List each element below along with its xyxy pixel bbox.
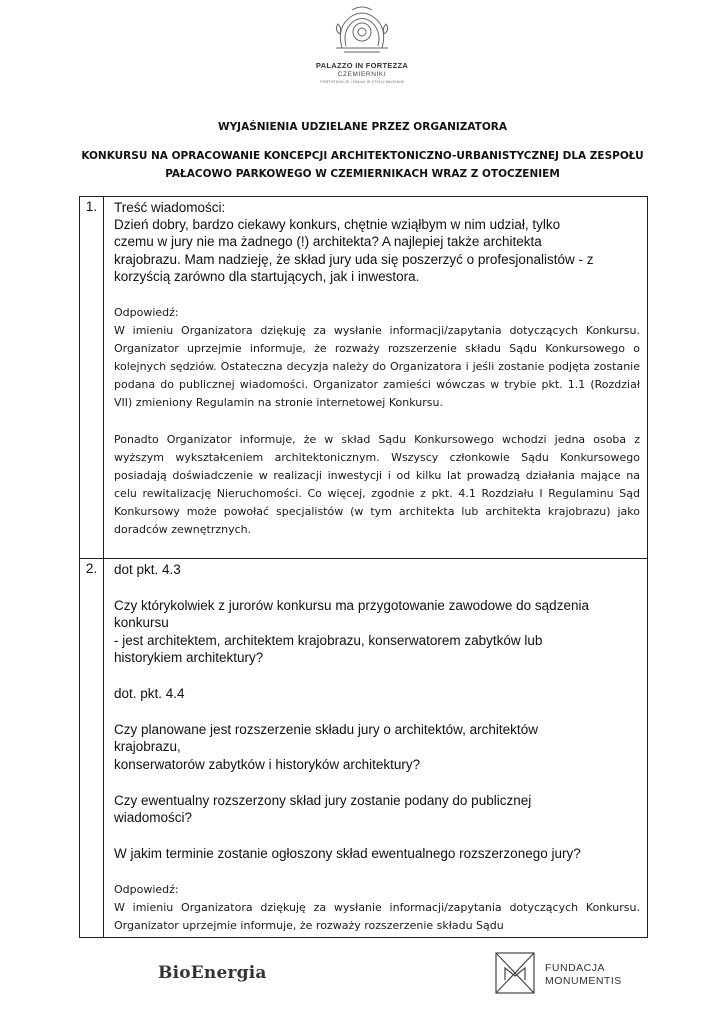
question-label: Treść wiadomości:	[114, 200, 226, 215]
answer-label: Odpowiedź:	[114, 883, 179, 897]
question-reference: dot pkt. 4.3	[114, 562, 181, 577]
question-line: - jest architektem, architektem krajobrazu, konserwatorem zabytków lub	[114, 632, 543, 648]
table-row	[80, 197, 648, 559]
question-line: konserwatorów zabytków i historyków architektury?	[114, 756, 421, 772]
question-line: Czy którykolwiek z jurorów konkursu ma przygotowanie zawodowe do sądzenia	[114, 598, 589, 614]
question-line: krajobrazu,	[114, 739, 181, 755]
answer-label: Odpowiedź:	[114, 306, 179, 320]
logo-subtitle: CZEMIERNIKI	[337, 71, 387, 78]
question-line: Dzień dobry, bardzo ciekawy konkurs, chętnie wziąłbym w nim udział, tylko	[114, 217, 561, 233]
bioenergia-logo: BioEnergia	[158, 963, 267, 983]
palace-emblem-icon	[322, 4, 402, 60]
qa-cell	[104, 197, 648, 559]
table-row	[80, 559, 648, 938]
question-line: historykiem architektury?	[114, 649, 264, 665]
qa-cell	[104, 559, 648, 938]
row-number: 2.	[80, 559, 104, 938]
competition-title-line2: PAŁACOWO PARKOWEGO W CZEMIERNIKACH WRAZ Z OTOCZENIEM	[165, 168, 560, 180]
answer-paragraph: W imieniu Organizatora dziękuję za wysłanie informacji/zapytania dotyczących Konkursu. Organizator uprzejmie informuje, że rozważy rozszerzenie składu Sądu Konkursowego o kolejnych sędziów. Ostateczna decyzja należy do Organizatora i jeśli zostanie podjęta zostanie podana do publicznej wiadomości. Organizator zamieści wówczas w trybie pkt. 1.1 (Rozdział VII) zmieniony Regulamin na stronie internetowej Konkursu.	[114, 324, 640, 410]
fundacja-line1: FUNDACJA	[545, 962, 606, 974]
answer-paragraph: W imieniu Organizatora dziękuję za wysłanie informacji/zapytania dotyczących Konkursu. Organizator uprzejmie informuje, że rozważy rozszerzenie składu Sądu	[114, 901, 640, 933]
question-line: krajobrazu. Mam nadzieję, że skład jury uda się poszerzyć o profesjonalistów - z	[114, 251, 594, 267]
fundacja-monumentis-icon	[493, 950, 537, 996]
logo-tagline: FORTYFIKACJE I PAŁAC W STYLU WŁOSKIM	[320, 80, 404, 84]
question-line: Czy ewentualny rozszerzony skład jury zostanie podany do publicznej	[114, 792, 532, 808]
answer-paragraph: Ponadto Organizator informuje, że w skład Sądu Konkursowego wchodzi jedna osoba z wyższym wykształceniem architektonicznym. Wszyscy członkowie Sądu Konkursowego posiadają doświadczenie w realizacji inwestycji i od kilku lat prowadzą działania mające na celu rewitalizację Nieruchomości. Co więcej, zgodnie z pkt. 4.1 Rozdziału I Regulaminu Sąd Konkursowy może powołać specjalistów (w tym architekta lub architekta krajobrazu) jako doradców zewnętrznych.	[114, 433, 640, 537]
question-line: Czy planowane jest rozszerzenie składu jury o architektów, architektów	[114, 722, 538, 738]
logo-title: PALAZZO IN FORTEZZA	[315, 61, 409, 70]
question-line: czemu w jury nie ma żadnego (!) architekta? A najlepiej także architekta	[114, 234, 542, 250]
document-heading: WYJAŚNIENIA UDZIELANE PRZEZ ORGANIZATORA	[217, 121, 507, 133]
question-reference: dot. pkt. 4.4	[114, 686, 185, 702]
row-number: 1.	[80, 197, 104, 559]
competition-title-line1: KONKURSU NA OPRACOWANIE KONCEPCJI ARCHITEKTONICZNO-URBANISTYCZNEJ DLA ZESPOŁU	[81, 150, 644, 162]
fundacja-line2: MONUMENTIS	[545, 975, 622, 987]
question-line: W jakim terminie zostanie ogłoszony skład ewentualnego rozszerzonego jury?	[114, 846, 581, 862]
qa-table	[79, 196, 648, 938]
question-line: konkursu	[114, 615, 169, 631]
question-line: wiadomości?	[114, 810, 193, 826]
question-line: korzyścią zarówno dla startujących, jak i inwestora.	[114, 268, 420, 284]
palazzo-logo	[292, 4, 432, 84]
fundacja-monumentis-logo	[545, 962, 622, 988]
